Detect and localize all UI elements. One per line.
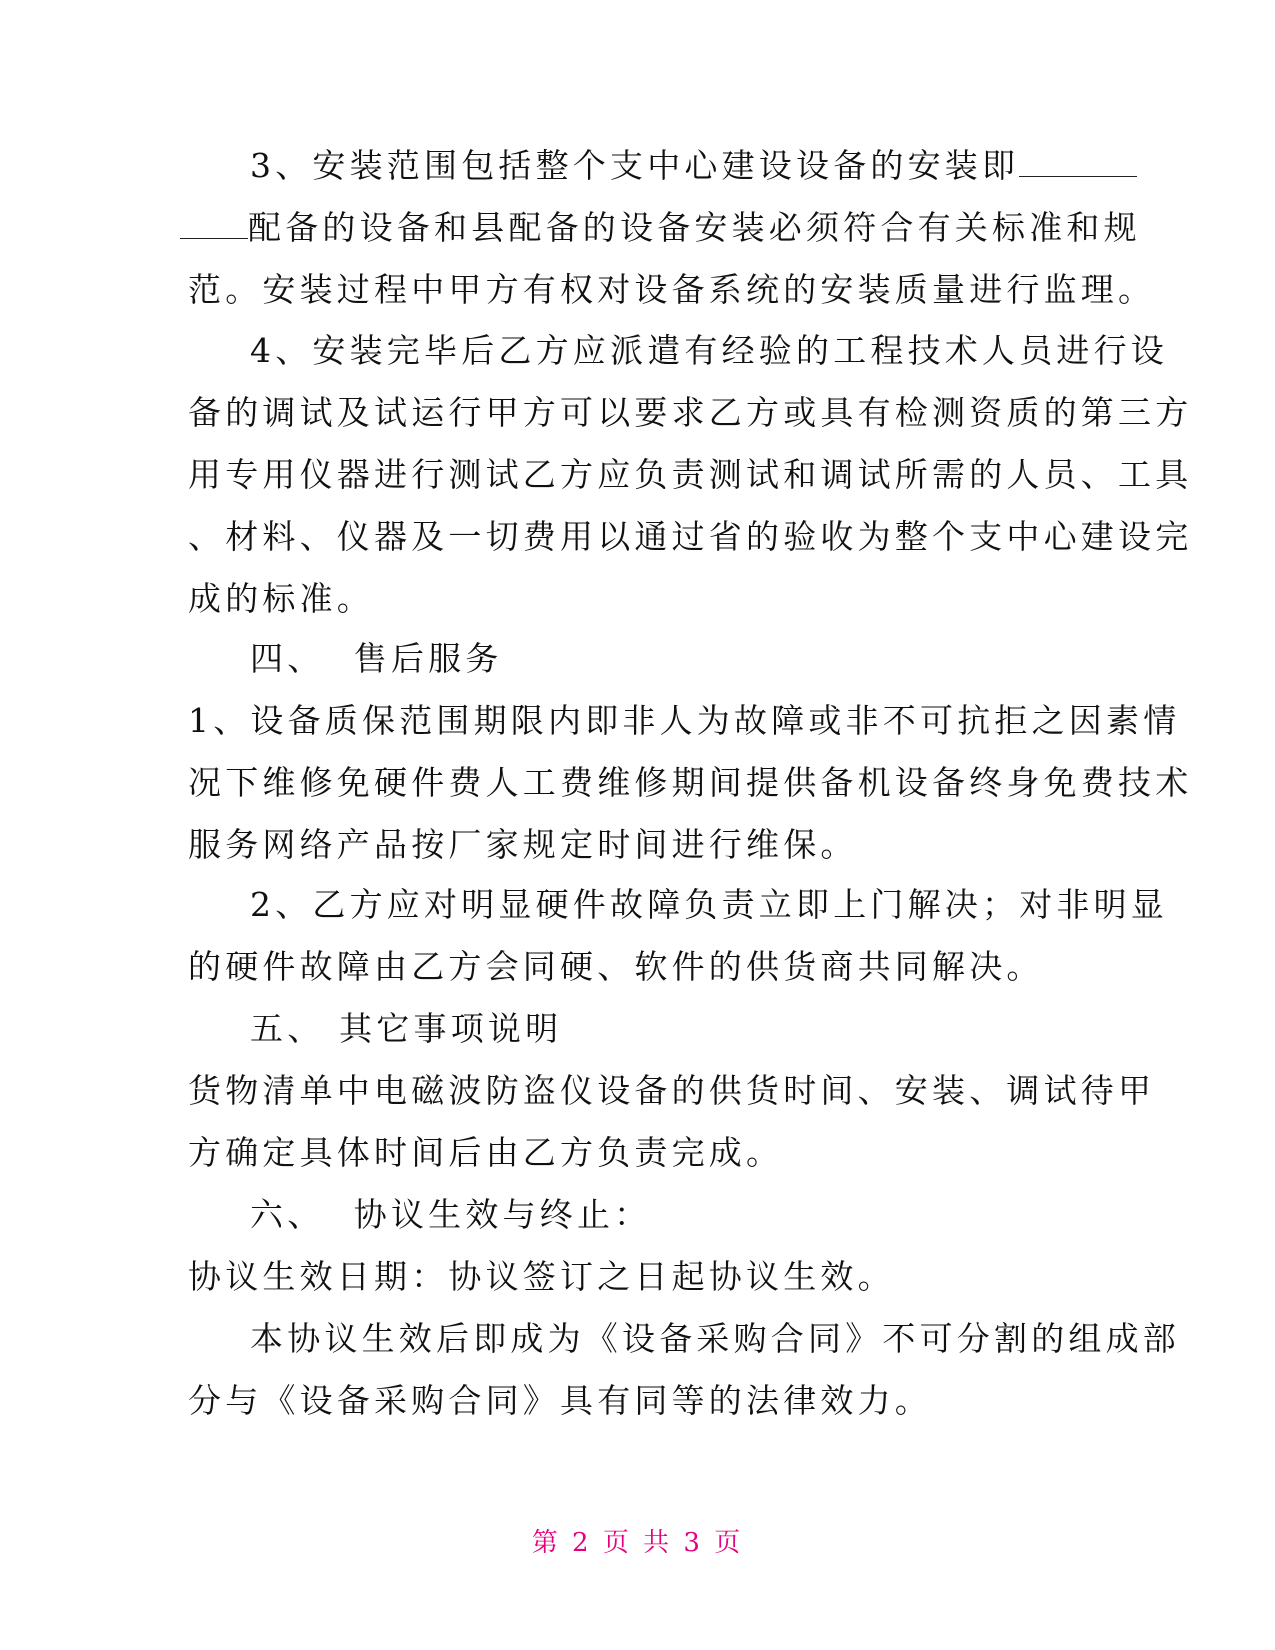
- section-heading-after-sales: 四、 售后服务: [250, 639, 503, 678]
- text-line: 1、设备质保范围期限内即非人为故障或非不可抗拒之因素情: [188, 701, 1181, 740]
- text-line: [188, 135, 1088, 197]
- text-line: 成的标准。: [188, 579, 374, 618]
- text-line: 货物清单中电磁波防盗仪设备的供货时间、安装、调试待甲: [188, 1071, 1156, 1110]
- paragraph-legal-effect: [188, 1308, 1180, 1432]
- fill-in-blank: [180, 208, 248, 239]
- text-line: 4、安装完毕后乙方应派遣有经验的工程技术人员进行设: [250, 331, 1168, 370]
- text-line: 协议生效日期：协议签订之日起协议生效。: [188, 1257, 895, 1296]
- text-line: [180, 197, 1141, 259]
- text-line: 、材料、仪器及一切费用以通过省的验收为整个支中心建设完: [188, 517, 1193, 556]
- paragraph-warranty: [188, 690, 1193, 876]
- page-number-footer: 第 2 页 共 3 页: [531, 1528, 744, 1558]
- text-line: 方确定具体时间后由乙方负责完成。: [188, 1133, 784, 1172]
- paragraph-testing: [188, 320, 1193, 630]
- text-line: 备的调试及试运行甲方可以要求乙方或具有检测资质的第三方: [188, 393, 1193, 432]
- text-line: 分与《设备采购合同》具有同等的法律效力。: [188, 1381, 932, 1420]
- text-line: 2、乙方应对明显硬件故障负责立即上门解决；对非明显: [250, 885, 1168, 924]
- text-line: 服务网络产品按厂家规定时间进行维保。: [188, 825, 858, 864]
- text-line: 的硬件故障由乙方会同硬、软件的供货商共同解决。: [188, 947, 1044, 986]
- text-line: 用专用仪器进行测试乙方应负责测试和调试所需的人员、工具: [188, 455, 1193, 494]
- text-line-content: 配备的设备和县配备的设备安装必须符合有关标准和规: [248, 208, 1141, 247]
- section-heading-other-matters: 五、 其它事项说明: [250, 1009, 563, 1048]
- fill-in-blank: [1019, 146, 1137, 177]
- text-line: 况下维修免硬件费人工费维修期间提供备机设备终身免费技术: [188, 763, 1193, 802]
- paragraph-fault-handling: [188, 874, 1168, 998]
- paragraph-effective-date: [188, 1246, 1088, 1308]
- text-line: 范。安装过程中甲方有权对设备系统的安装质量进行监理。: [188, 270, 1156, 309]
- text-line-content: 3、安装范围包括整个支中心建设设备的安装即: [250, 146, 1020, 185]
- paragraph-install-scope: [188, 135, 1156, 321]
- text-line: 本协议生效后即成为《设备采购合同》不可分割的组成部: [250, 1319, 1180, 1358]
- paragraph-delivery-note: [188, 1060, 1156, 1184]
- section-heading-effect-termination: 六、 协议生效与终止：: [250, 1195, 652, 1234]
